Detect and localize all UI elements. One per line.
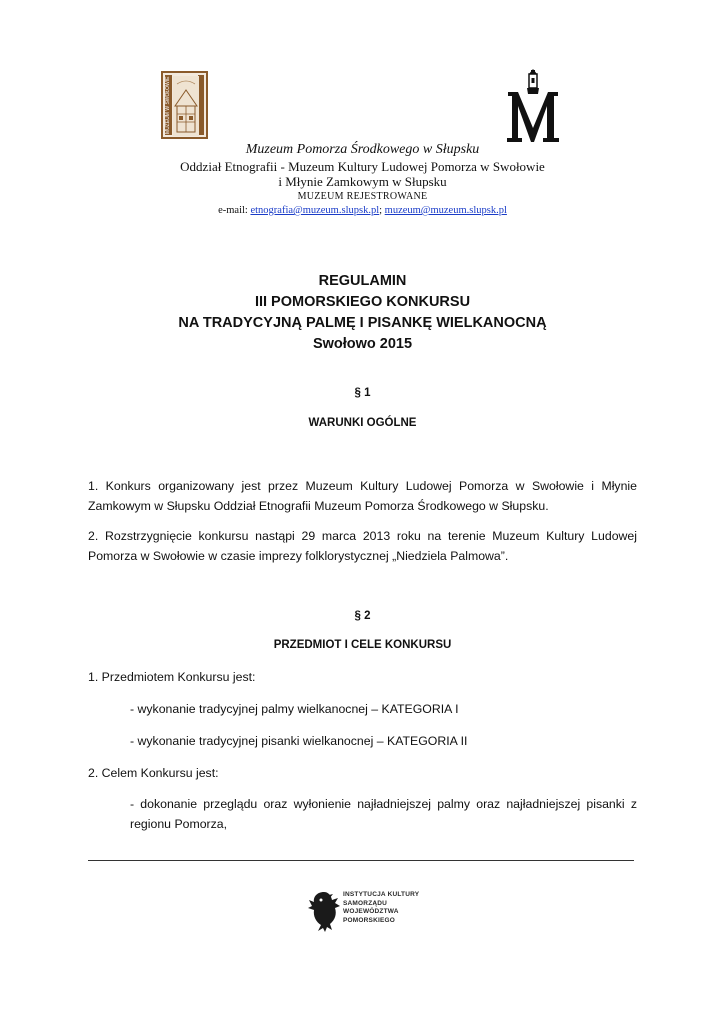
museum-m-tower-logo — [504, 68, 562, 144]
footer-logo-line-2: SAMORZĄDU — [343, 899, 388, 907]
section-2-mark: § 2 — [354, 610, 371, 622]
goal-intro: 2. Celem Konkursu jest: — [88, 766, 219, 780]
email-label: e-mail: — [218, 205, 251, 216]
museum-name: Muzeum Pomorza Środkowego w Słupsku — [245, 142, 480, 157]
section-1-mark: § 1 — [354, 387, 371, 399]
section-1-heading: WARUNKI OGÓLNE — [308, 417, 417, 429]
footer-divider — [88, 860, 634, 861]
museum-swolowo-logo — [161, 71, 208, 139]
branch-line-2: i Młynie Zamkowym w Słupsku — [278, 174, 447, 189]
email-separator: ; — [379, 205, 385, 216]
pomorskie-institution-logo — [305, 886, 421, 938]
document-title-line-2: III POMORSKIEGO KONKURSU — [254, 294, 471, 310]
footer-logo-line-3: WOJEWÓDZTWA — [343, 908, 399, 915]
footer-logo-line-1: INSTYTUCJA KULTURY — [343, 891, 420, 898]
house-drawing-icon — [173, 76, 199, 136]
section-1-paragraph-2: 2. Rozstrzygnięcie konkursu nastąpi 29 marca 2013 roku na terenie Muzeum Kultury Ludowej Pomorza w Swołowie w czasie imprezy folklorystycznej „Niedziela Palmowa”. — [88, 529, 637, 563]
email-link-etnografia[interactable]: etnografia@muzeum.slupsk.pl — [250, 205, 380, 216]
subject-item-1: - wykonanie tradycyjnej palmy wielkanocnej – KATEGORIA I — [130, 702, 459, 716]
section-2-heading: PRZEDMIOT I CELE KONKURSU — [273, 639, 452, 651]
footer-logo-line-4: POMORSKIEGO — [343, 916, 396, 924]
email-line — [0, 205, 725, 216]
registered-label: MUZEUM REJESTROWANE — [297, 191, 428, 202]
branch-line-1: Oddział Etnografii - Muzeum Kultury Ludowej Pomorza w Swołowie — [180, 159, 545, 174]
section-1-paragraph-1: 1. Konkurs organizowany jest przez Muzeum Kultury Ludowej Pomorza w Swołowie i Młynie Zamkowym w Słupsku Oddział Etnografii Muzeum Pomorza Środkowego w Słupsku. — [88, 479, 637, 513]
goal-item-1: - dokonanie przeglądu oraz wyłonienie najładniejszej palmy oraz najładniejszej pisanki z regionu Pomorza, — [130, 797, 637, 831]
document-title-line-4: Swołowo 2015 — [312, 336, 413, 352]
subject-item-2: - wykonanie tradycyjnej pisanki wielkanocnej – KATEGORIA II — [130, 734, 468, 748]
email-link-muzeum[interactable]: muzeum@muzeum.slupsk.pl — [384, 205, 507, 216]
document-title-line-1: REGULAMIN — [318, 273, 407, 289]
document-title-line-3: NA TRADYCYJNĄ PALMĘ I PISANKĘ WIELKANOCNĄ — [178, 315, 547, 331]
subject-intro: 1. Przedmiotem Konkursu jest: — [88, 670, 256, 684]
griffin-icon — [305, 888, 343, 934]
logo-left-caption: MUZEUM W SWOŁOWIE — [165, 76, 171, 134]
